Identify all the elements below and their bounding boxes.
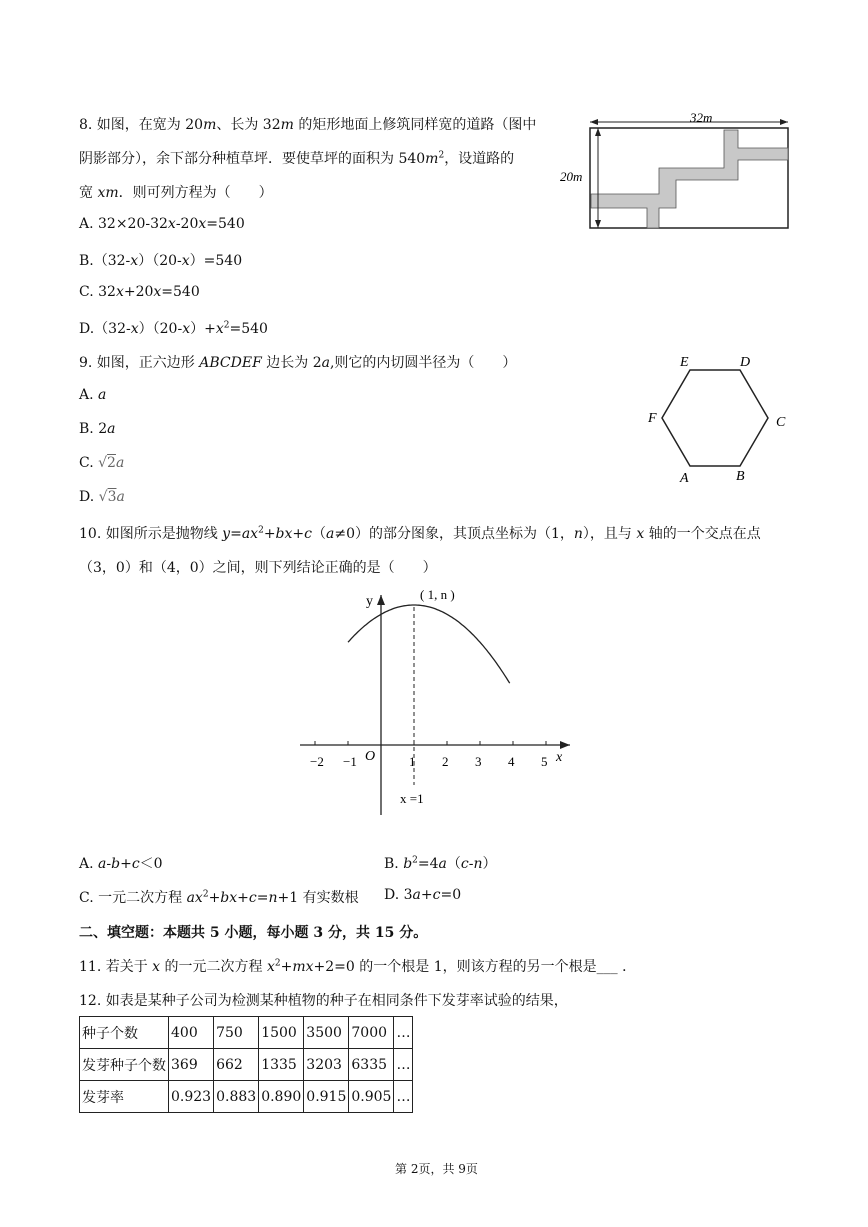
q10-option-c: C. 一元二次方程 $ax^2+bx+c=n+1$ 有实数根 [79, 889, 359, 906]
x-tick-label: −2 [310, 754, 324, 769]
q12-stem: 12. 如表是某种子公司为检测某种植物的种子在相同条件下发芽率试验的结果， [79, 993, 568, 1009]
q10-stem-line2: （3，0）和（4，0）之间，则下列结论正确的是（ ） [79, 560, 437, 576]
q9-option-b: B. 2a [79, 421, 116, 437]
table-cell: 662 [214, 1049, 259, 1081]
vertex-f: F [648, 411, 657, 426]
q8-road-figure [560, 108, 795, 233]
graph-axis-label: x =1 [400, 791, 424, 806]
graph-x-label: x [556, 750, 563, 765]
x-tick-label: 3 [475, 754, 482, 769]
table-cell: 0.883 [214, 1081, 259, 1113]
q8-stem-line2: 阴影部分），余下部分种植草坪．要使草坪的面积为 $540m^2$，设道路的 [79, 150, 515, 167]
table-row [80, 1017, 413, 1049]
q8-option-d: $D.(32-x)(20-x)+x^2=540$ [79, 320, 268, 337]
q8-option-a: A. 32×20-32x-20x=540 [79, 216, 245, 232]
q10-stem-line1: 10. 如图所示是抛物线 $y=ax^2+bx+c(a\ne 0)$的部分图象，其顶点坐标为（1，n），且与 x 轴的一个交点在点 [79, 525, 761, 542]
q9-option-c: C. √2a [79, 455, 125, 471]
vertex-e: E [680, 355, 689, 370]
section-heading: 二、填空题：本题共 5 小题，每小题 3 分，共 15 分。 [79, 925, 428, 941]
graph-origin: O [365, 749, 376, 764]
q8-height-label: 20m [560, 169, 583, 184]
parabola-curve [348, 605, 510, 683]
table-cell: 400 [169, 1017, 214, 1049]
table-cell: 0.890 [259, 1081, 304, 1113]
graph-y-label: y [366, 594, 373, 609]
q11-stem: 11. 若关于 x 的一元二次方程 $x^2+mx+2=0$ 的一个根是 1，则该方程的另一个根是___ ． [79, 958, 637, 975]
x-tick-label: 1 [409, 754, 416, 769]
table-cell: … [394, 1049, 413, 1081]
table-cell: … [394, 1017, 413, 1049]
table-cell: 750 [214, 1017, 259, 1049]
q10-option-b: B. $b^2=4a(c-n)$ [384, 855, 497, 872]
table-cell: 0.923 [169, 1081, 214, 1113]
vertex-d: D [740, 355, 751, 370]
table-cell: 6335 [349, 1049, 394, 1081]
table-cell: 1335 [259, 1049, 304, 1081]
x-tick-label: 5 [541, 754, 548, 769]
table-cell: 3203 [304, 1049, 349, 1081]
table-row [80, 1049, 413, 1081]
q10-option-a: A. a-b+c＜0 [79, 856, 163, 872]
q9-hexagon-figure [640, 348, 800, 488]
table-cell: 0.905 [349, 1081, 394, 1113]
q8-stem-line1: 8. 如图，在宽为 20m、长为 32m 的矩形地面上修筑同样宽的道路（图中 [79, 117, 537, 133]
q12-table [79, 1016, 413, 1113]
table-cell: 种子个数 [80, 1017, 169, 1049]
x-tick-label: 4 [508, 754, 515, 769]
table-cell: 3500 [304, 1017, 349, 1049]
q8-stem-line3: 宽 xm．则可列方程为（ ） [79, 185, 273, 201]
table-cell: 1500 [259, 1017, 304, 1049]
graph-vertex-label: ( 1, n ) [420, 587, 455, 602]
q8-option-c: C. 32x+20x=540 [79, 284, 200, 300]
q9-option-d: D. √3a [79, 489, 125, 505]
x-tick-label: −1 [343, 754, 357, 769]
table-row [80, 1081, 413, 1113]
table-cell: 发芽率 [80, 1081, 169, 1113]
q8-width-label: 32m [690, 110, 713, 125]
table-cell: 369 [169, 1049, 214, 1081]
vertex-b: B [736, 469, 745, 484]
q8-option-b: B.（32-x）（20-x）=540 [79, 253, 243, 269]
q9-stem: 9. 如图，正六边形 ABCDEF 边长为 2a,则它的内切圆半径为（ ） [79, 355, 517, 371]
vertex-a: A [680, 471, 689, 486]
vertex-c: C [776, 415, 786, 430]
table-cell: … [394, 1081, 413, 1113]
table-cell: 7000 [349, 1017, 394, 1049]
q10-option-d: D. 3a+c=0 [384, 887, 462, 903]
q10-parabola-graph [290, 585, 580, 820]
x-tick-label: 2 [442, 754, 449, 769]
table-cell: 0.915 [304, 1081, 349, 1113]
q9-option-a: A. a [79, 387, 107, 403]
table-cell: 发芽种子个数 [80, 1049, 169, 1081]
page-footer: 第 2页，共 9页 [395, 1162, 478, 1176]
